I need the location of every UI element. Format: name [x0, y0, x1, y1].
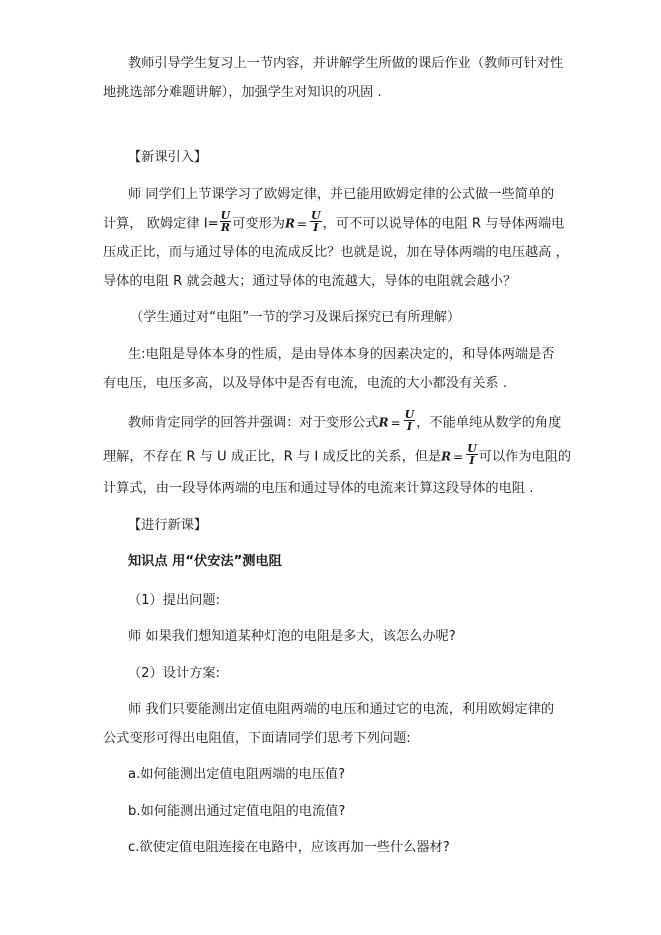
step-2-label: （2）设计方案:: [128, 666, 220, 681]
formula-variable-r: R: [378, 415, 389, 430]
formula-variable-r: R: [441, 449, 452, 464]
paragraph-student-answer-line1: 生:电阻是导体本身的性质，是由导体本身的因素决定的，和导体两端是否: [128, 347, 555, 362]
knowledge-point-title: 知识点 用“伏安法”测电阻: [128, 554, 282, 569]
formula-numerator: U: [467, 442, 477, 455]
formula-denominator: I: [469, 454, 475, 467]
text-segment: 计算， 欧姆定律 I=: [103, 216, 219, 232]
paragraph-student-answer-line2: 有电压，电压多高，以及导体中是否有电流，电流的大小都没有关系 .: [103, 376, 508, 391]
formula-equals: =: [453, 449, 464, 464]
paragraph-design-line1: 师 我们只要能测出定值电阻两端的电压和通过它的电流，利用欧姆定律的: [128, 702, 555, 717]
text-segment: ，可不可以说导体的电阻 R 与导体两端电: [322, 216, 565, 232]
paragraph-review-line2: 地挑选部分难题讲解），加强学生对知识的巩固 .: [103, 85, 382, 100]
paragraph-teacher-intro-line1: 师 同学们上节课学习了欧姆定律，并已能用欧姆定律的公式做一些简单的: [128, 187, 555, 202]
paragraph-teacher-intro-line3: 压成正比，而与通过导体的电流成反比？也就是说，加在导体两端的电压越高 ，: [103, 245, 569, 260]
formula-equals: =: [390, 415, 401, 430]
heading-new-lesson-intro: 【新课引入】: [128, 150, 208, 165]
formula-variable-r: R: [284, 216, 295, 231]
text-segment: 理解，不存在 R 与 U 成正比，R 与 I 成反比的关系，但是: [103, 449, 442, 465]
paragraph-review-line1: 教师引导学生复习上一节内容，并讲解学生所做的课后作业（教师可针对性: [128, 56, 564, 71]
text-segment: 教师肯定同学的回答并强调：对于变形公式: [128, 415, 379, 431]
formula-fraction-u-over-r: [220, 210, 232, 233]
text-segment: 可变形为: [232, 216, 285, 232]
formula-denominator: I: [313, 221, 319, 234]
text-segment: 可以作为电阻的: [478, 449, 572, 465]
formula-numerator: U: [404, 408, 415, 421]
heading-new-lesson: 【进行新课】: [128, 518, 208, 533]
step-1-label: （1）提出问题:: [128, 593, 220, 608]
formula-fraction-u-over-i: [404, 409, 416, 432]
formula-fraction-u-over-i: [310, 210, 322, 233]
paragraph-teacher-emphasis-line2: [103, 442, 572, 469]
paragraph-teacher-emphasis-line1: [128, 408, 562, 435]
formula-denominator: I: [406, 420, 412, 433]
paragraph-student-note: （学生通过对“电阻”一节的学习及课后探究已有所理解）: [130, 310, 461, 325]
paragraph-teacher-intro-line4: 导体的电阻 R 就会越大；通过导体的电流越大，导体的电阻就会越小？: [103, 274, 517, 289]
formula-numerator: U: [220, 209, 231, 222]
question-a: a.如何能测出定值电阻两端的电压值?: [128, 767, 346, 782]
teacher-question: 师 如果我们想知道某种灯泡的电阻是多大，该怎么办呢?: [128, 629, 456, 644]
formula-equals: =: [296, 216, 308, 231]
text-segment: ，不能单纯从数学的角度: [416, 415, 562, 431]
paragraph-teacher-emphasis-line3: 计算式，由一段导体两端的电压和通过导体的电流来计算这段导体的电阻 .: [103, 481, 534, 496]
formula-fraction-u-over-i: [466, 443, 478, 466]
question-c: c.欲使定值电阻连接在电路中，应该再加一些什么器材?: [128, 840, 450, 855]
formula-numerator: U: [311, 209, 321, 222]
formula-denominator: R: [220, 221, 231, 234]
paragraph-teacher-intro-line2: [103, 209, 565, 236]
question-b: b.如何能测出通过定值电阻的电流值?: [128, 804, 346, 819]
paragraph-design-line2: 公式变形可得出电阻值，下面请同学们思考下列问题:: [103, 731, 411, 746]
